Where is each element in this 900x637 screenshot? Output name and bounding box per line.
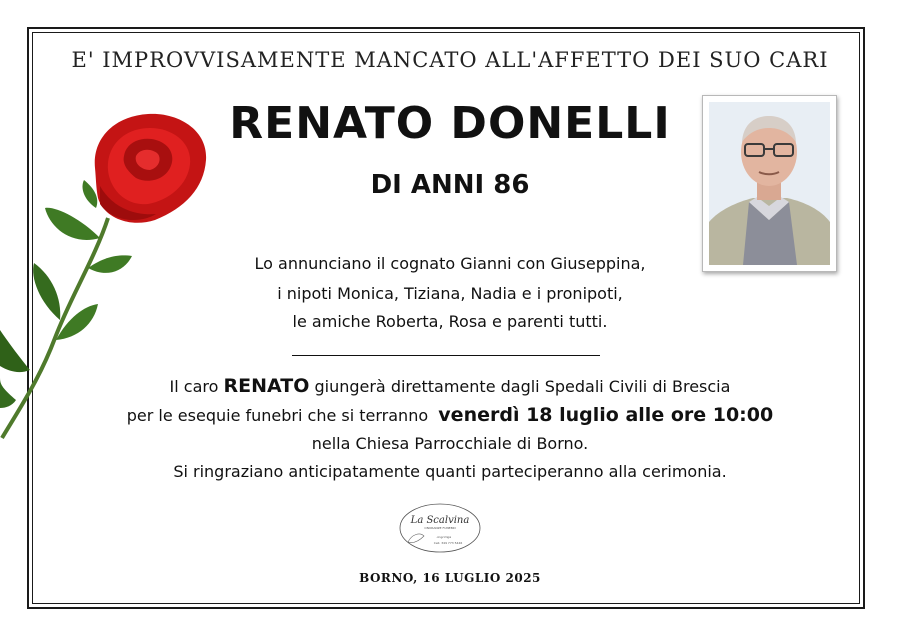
details-line-2-when: venerdì 18 luglio alle ore 10:00: [438, 404, 774, 426]
announcement-line-1: Lo annunciano il cognato Gianni con Giuseppina,: [254, 254, 646, 273]
details-line-1: [0, 375, 900, 397]
details-line-2-prefix: per le esequie funebri che si terranno: [126, 406, 429, 425]
logo-signature: Angi Diga: [436, 535, 452, 539]
logo-leaf-icon: [408, 534, 424, 543]
header-text: E' IMPROVVISAMENTE MANCATO ALL'AFFETTO DEI SUO CARI: [71, 48, 829, 72]
details-line-2: [0, 404, 900, 426]
separator-line: [292, 355, 600, 356]
deceased-photo: [702, 95, 837, 272]
deceased-name: RENATO DONELLI: [229, 98, 671, 149]
logo-subtitle: ONORANZE FUNEBRI: [424, 526, 456, 530]
announcement-line-3: le amiche Roberta, Rosa e parenti tutti.: [292, 312, 608, 331]
funeral-home-logo: [398, 502, 482, 554]
red-rose-icon: [0, 108, 215, 448]
deceased-age: DI ANNI 86: [370, 170, 530, 200]
details-line-1-prefix: Il caro: [169, 377, 219, 396]
logo-name: La Scalvina: [410, 515, 470, 526]
details-line-1-suffix: giungerà direttamente dagli Spedali Civili di Brescia: [314, 377, 731, 396]
logo-phone: Cell. 349 773 5446: [433, 541, 463, 545]
details-line-1-name: RENATO: [223, 375, 310, 397]
announcement-line-2: i nipoti Monica, Tiziana, Nadia e i pronipoti,: [277, 284, 623, 303]
footer-date: BORNO, 16 LUGLIO 2025: [359, 571, 541, 585]
details-line-3: nella Chiesa Parrocchiale di Borno.: [311, 434, 589, 453]
details-line-4: Si ringraziano anticipatamente quanti parteciperanno alla cerimonia.: [173, 462, 727, 481]
portrait-image: [709, 102, 830, 265]
